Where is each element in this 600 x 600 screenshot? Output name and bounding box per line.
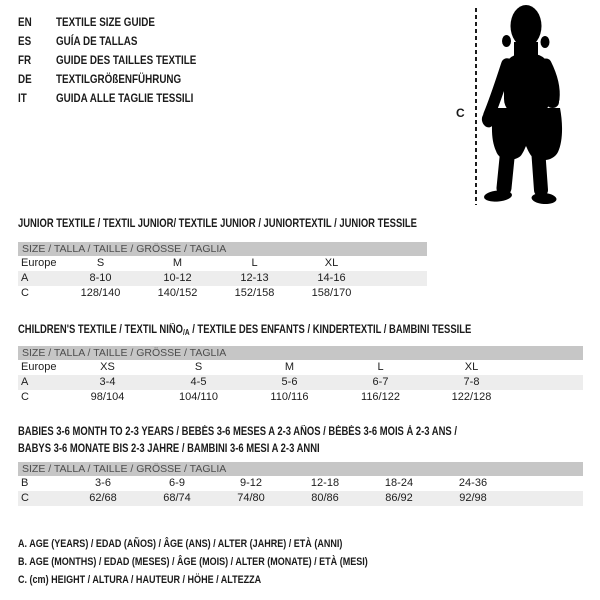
- row-label: C: [21, 391, 29, 403]
- cell: S: [96, 257, 105, 269]
- cell: 68/74: [140, 491, 214, 506]
- cell: XS: [100, 361, 115, 373]
- language-row-it: [18, 89, 227, 108]
- table-row-age: [18, 375, 583, 390]
- cell-filler: [370, 286, 427, 301]
- cell: 122/128: [451, 391, 492, 403]
- footnote-c-text: C. (cm) HEIGHT / ALTURA / HAUTEUR / HÖHE / ALTEZZA: [18, 574, 262, 586]
- cell: M: [172, 257, 183, 269]
- footnote-b: [18, 553, 445, 571]
- language-title: GUIDE DES TAILLES TEXTILE: [56, 53, 197, 67]
- title-part-subscript: /A: [183, 328, 190, 337]
- row-label: Europe: [21, 361, 57, 373]
- footnotes: [18, 535, 445, 589]
- cell-filler: [510, 476, 583, 491]
- cell: L: [251, 257, 258, 269]
- language-row-es: [18, 32, 227, 51]
- cell: 140/152: [157, 287, 198, 299]
- table-header-row: [18, 462, 583, 476]
- table-row-age: [18, 271, 427, 286]
- cell: L: [377, 361, 384, 373]
- section-title-babies: [18, 424, 553, 458]
- cell: 3-6: [95, 477, 111, 489]
- cell: 18-24: [384, 477, 414, 489]
- cell: 8-10: [62, 271, 139, 286]
- height-measure-line: [475, 8, 477, 205]
- table-row-height: [18, 286, 427, 301]
- title-part: / TEXTILE DES ENFANTS / KINDERTEXTIL / BAMBINI TESSILE: [189, 324, 472, 336]
- cell: S: [194, 361, 203, 373]
- table-row-europe: [18, 360, 583, 375]
- cell: 12-18: [310, 477, 340, 489]
- cell: 24-36: [458, 477, 488, 489]
- cell-filler: [517, 360, 583, 375]
- cell: 62/68: [66, 491, 140, 506]
- cell: 3-4: [62, 375, 153, 390]
- cell-filler: [370, 256, 427, 271]
- cell: 98/104: [90, 391, 125, 403]
- cell: 92/98: [436, 491, 510, 506]
- cell: 158/170: [311, 287, 352, 299]
- cell: 10-12: [139, 271, 216, 286]
- table-header-label: SIZE / TALLA / TAILLE / GRÖSSE / TAGLIA: [18, 242, 427, 256]
- height-measure-label: C: [456, 106, 465, 120]
- table-row-height: [18, 491, 583, 506]
- footnote-b-text: B. AGE (MONTHS) / EDAD (MESES) / ÂGE (MOIS) / ALTER (MONATE) / ETÀ (MESI): [18, 556, 368, 568]
- row-label: A: [18, 375, 62, 390]
- section-title-children-text: [18, 322, 471, 341]
- cell: 6-7: [335, 375, 426, 390]
- section-title-junior-text: JUNIOR TEXTILE / TEXTIL JUNIOR/ TEXTILE JUNIOR / JUNIORTEXTIL / JUNIOR TESSILE: [18, 218, 417, 230]
- baby-silhouette-icon: [478, 0, 600, 208]
- cell: 4-5: [153, 375, 244, 390]
- cell: 110/116: [270, 391, 309, 403]
- cell: 7-8: [426, 375, 517, 390]
- cell-filler: [370, 271, 427, 286]
- table-header-label: SIZE / TALLA / TAILLE / GRÖSSE / TAGLIA: [18, 346, 583, 360]
- language-title: GUÍA DE TALLAS: [56, 34, 138, 48]
- row-label: B: [21, 477, 29, 489]
- language-row-de: [18, 70, 227, 89]
- row-label: Europe: [21, 257, 57, 269]
- cell: 152/158: [234, 287, 275, 299]
- table-row-height: [18, 390, 583, 405]
- children-size-table: [18, 346, 583, 405]
- footnote-c: [18, 571, 445, 589]
- section-title-babies-line2: BABYS 3-6 MONATE BIS 2-3 JAHRE / BAMBINI 3-6 MESI A 2-3 ANNI: [18, 443, 320, 455]
- title-part: CHILDREN'S TEXTILE / TEXTIL NIÑO: [18, 324, 184, 336]
- table-header-row: [18, 242, 427, 256]
- cell-filler: [510, 491, 583, 506]
- section-title-children: [18, 322, 571, 341]
- language-row-en: [18, 13, 227, 32]
- table-header-row: [18, 346, 583, 360]
- language-title: TEXTILGRÖßENFÜHRUNG: [56, 72, 182, 86]
- cell-filler: [517, 375, 583, 390]
- cell: M: [284, 361, 295, 373]
- row-label: A: [18, 271, 62, 286]
- language-title: TEXTILE SIZE GUIDE: [56, 15, 155, 29]
- cell: XL: [464, 361, 479, 373]
- language-list: [18, 13, 227, 108]
- cell: 9-12: [239, 477, 263, 489]
- table-row-europe: [18, 256, 427, 271]
- section-title-junior: [18, 216, 504, 233]
- language-code: IT: [18, 91, 27, 105]
- cell: 80/86: [288, 491, 362, 506]
- cell: 104/110: [179, 391, 218, 403]
- cell-filler: [517, 390, 583, 405]
- cell: 6-9: [169, 477, 185, 489]
- language-row-fr: [18, 51, 227, 70]
- cell: 5-6: [244, 375, 335, 390]
- table-header-label: SIZE / TALLA / TAILLE / GRÖSSE / TAGLIA: [18, 462, 583, 476]
- footnote-a-text: A. AGE (YEARS) / EDAD (AÑOS) / ÂGE (ANS) / ALTER (JAHRE) / ETÀ (ANNI): [18, 538, 343, 550]
- babies-size-table: [18, 462, 583, 506]
- language-title: GUIDA ALLE TAGLIE TESSILI: [56, 91, 194, 105]
- junior-size-table: [18, 242, 427, 301]
- cell: 128/140: [80, 287, 121, 299]
- cell: XL: [324, 257, 339, 269]
- language-code: DE: [18, 72, 32, 86]
- section-title-babies-line1: BABIES 3-6 MONTH TO 2-3 YEARS / BEBÉS 3-6 MESES A 2-3 AÑOS / BÉBÉS 3-6 MOIS À 2-3 ANS /: [18, 426, 457, 438]
- cell: 86/92: [362, 491, 436, 506]
- cell: 12-13: [216, 271, 293, 286]
- language-code: FR: [18, 53, 32, 67]
- language-code: ES: [18, 34, 32, 48]
- footnote-a: [18, 535, 445, 553]
- table-row-months: [18, 476, 583, 491]
- cell: 14-16: [293, 271, 370, 286]
- language-code: EN: [18, 15, 32, 29]
- row-label: C: [21, 287, 29, 299]
- row-label: C: [18, 491, 66, 506]
- cell: 116/122: [361, 391, 400, 403]
- cell: 74/80: [214, 491, 288, 506]
